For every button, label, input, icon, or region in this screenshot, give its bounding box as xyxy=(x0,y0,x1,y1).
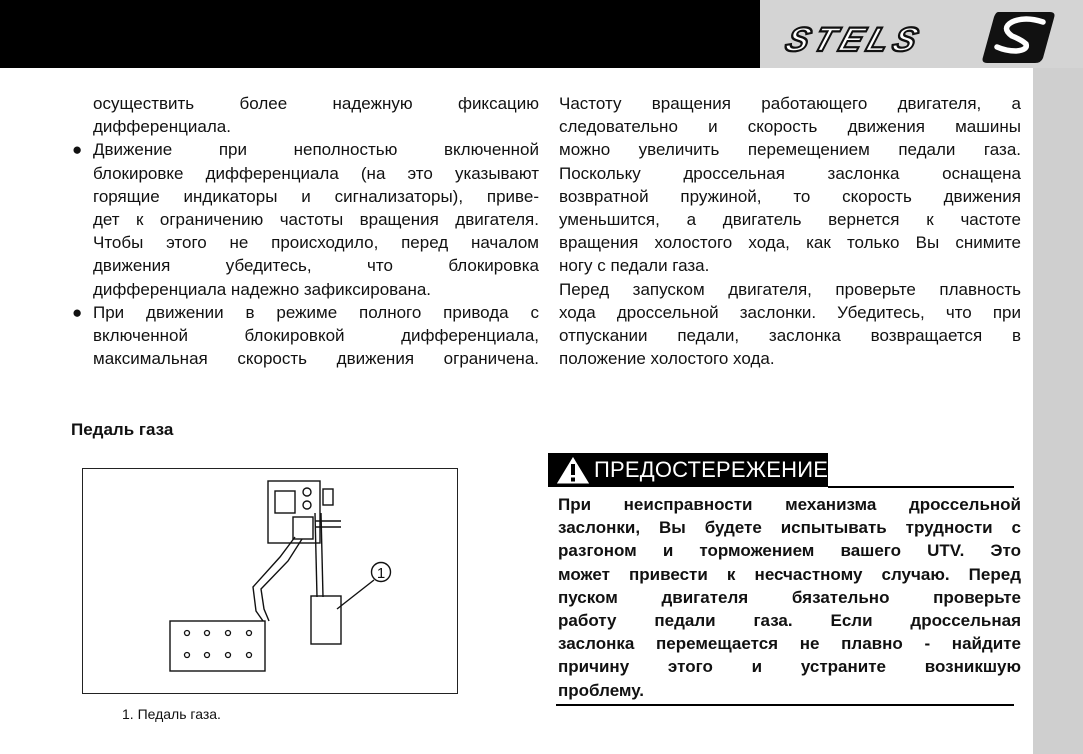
lever-hub xyxy=(293,517,313,539)
page-edge-strip xyxy=(1033,68,1083,754)
continuation-text: осуществить более надежную фиксацию дифференциала. xyxy=(93,94,539,137)
callout-leader-line xyxy=(337,580,374,609)
pedal-foot-pad xyxy=(170,621,265,671)
right-column xyxy=(559,92,1021,370)
spring-housing xyxy=(311,596,341,644)
stels-logo xyxy=(760,0,1083,68)
header-bar xyxy=(0,0,760,68)
callout-number: 1 xyxy=(376,565,386,582)
bullet-dot-icon: ● xyxy=(72,140,83,160)
warning-title: ПРЕДОСТЕРЕЖЕНИЕ: xyxy=(594,457,835,482)
paragraph-throttle-speed: Частоту вращения работающего двигателя, а следовательно и скорость движения машины можно увеличить перемещением педали газа. Поскольку дроссельная заслонка оснащена возвратной пружиной, то скорость движения уменьшится, а двигатель вернется к частоте вращения холостого хода, как только Вы снимите ногу с педали газа. xyxy=(559,94,1021,276)
left-column xyxy=(72,92,539,370)
warning-rule-bottom xyxy=(556,704,1014,706)
bullet-dot-icon: ● xyxy=(72,302,83,322)
bullet-item: ● Движение при неполностью включенной блокировке дифференциала (на это указывают горящие индикаторы и сигнализаторы), приве- дет к ограничению частоты вращения двигателя. Чтобы этого не происходило, перед началом движения убедитесь, что блокировка дифференциала надежно зафиксирована. xyxy=(72,140,539,299)
pivot-bolt-icon xyxy=(303,501,311,509)
section-title: Педаль газа xyxy=(71,420,174,439)
bullet-item: ● При движении в режиме полного привода с включенной блокировкой дифференциала, максимальная скорость движения ограничена. xyxy=(72,302,539,369)
gas-pedal-diagram xyxy=(83,469,456,692)
warning-body: При неисправности механизма дроссельной заслонки, Вы будете испытывать трудности с разгоном и торможением вашего UTV. Это может привести к несчастному случаю. Перед пуском двигателя бязательно проверьте работу педали газа. Если дроссельная заслонка перемещается не плавно - найдите причину этого и устраните возникшую проблему. xyxy=(558,495,1021,700)
brand-logo-panel xyxy=(760,0,1083,68)
pivot-bolt-icon xyxy=(303,488,311,496)
warning-icon xyxy=(553,453,593,487)
pedal-grip-holes xyxy=(185,631,252,658)
gas-pedal-figure xyxy=(82,468,458,694)
warning-rule-top xyxy=(828,486,1014,488)
mount-plate xyxy=(275,491,295,513)
warning-header xyxy=(548,453,835,487)
logo-wordmark: STELS xyxy=(780,20,928,59)
figure-caption: 1. Педаль газа. xyxy=(122,706,221,722)
logo-s-icon xyxy=(983,12,1055,63)
stop-tab xyxy=(323,489,333,505)
throttle-rod xyxy=(315,513,317,597)
pedal-arm xyxy=(253,537,295,621)
paragraph-throttle-check: Перед запуском двигателя, проверьте плавность хода дроссельной заслонки. Убедитесь, что при отпускании педали, заслонка возвращается в положение холостого хода. xyxy=(559,279,1021,369)
